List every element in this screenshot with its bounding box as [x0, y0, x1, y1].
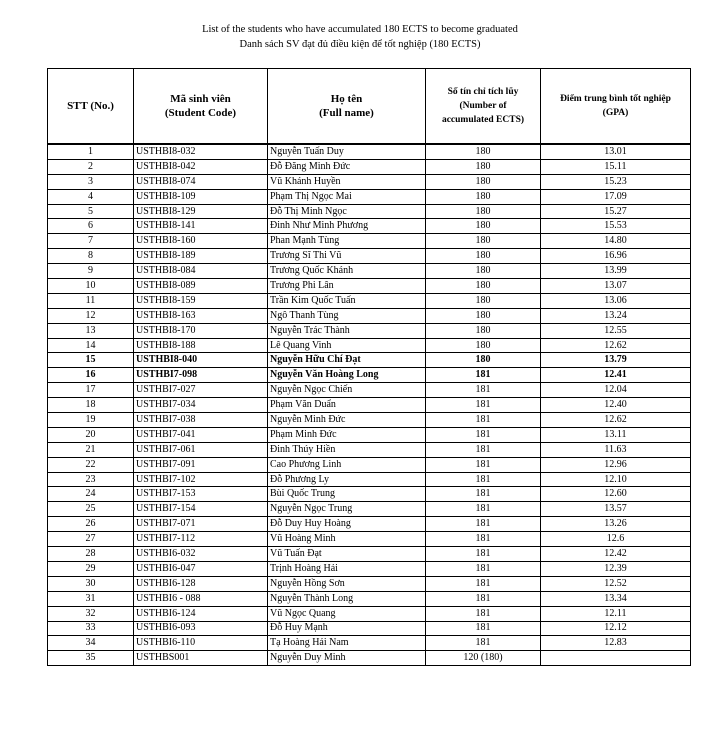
- table-row: [48, 338, 691, 353]
- header-student-code: Mã sinh viên (Student Code): [134, 69, 268, 145]
- cell-ects: 180: [426, 353, 541, 368]
- cell-gpa: 13.57: [541, 502, 691, 517]
- cell-ects: 181: [426, 532, 541, 547]
- cell-ects: 181: [426, 606, 541, 621]
- cell-full-name: Phạm Văn Duẩn: [268, 398, 426, 413]
- header-stt: STT (No.): [48, 69, 134, 145]
- table-row: [48, 413, 691, 428]
- cell-ects: 181: [426, 547, 541, 562]
- cell-stt: 12: [48, 308, 134, 323]
- cell-full-name: Nguyễn Duy Minh: [268, 651, 426, 666]
- table-row: [48, 561, 691, 576]
- cell-ects: 180: [426, 338, 541, 353]
- document-subtitle: Danh sách SV đạt đủ điều kiện để tốt nghiệp (180 ECTS): [239, 39, 481, 50]
- cell-gpa: 12.39: [541, 561, 691, 576]
- cell-stt: 28: [48, 547, 134, 562]
- cell-gpa: 13.26: [541, 517, 691, 532]
- cell-full-name: Đinh Như Minh Phương: [268, 219, 426, 234]
- table-row: [48, 606, 691, 621]
- table-row: [48, 383, 691, 398]
- cell-student-code: USTHBI8-040: [134, 353, 268, 368]
- cell-ects: 181: [426, 413, 541, 428]
- cell-student-code: USTHBI7-098: [134, 368, 268, 383]
- cell-stt: 26: [48, 517, 134, 532]
- cell-stt: 19: [48, 413, 134, 428]
- cell-stt: 3: [48, 174, 134, 189]
- table-row: [48, 323, 691, 338]
- table-row: [48, 636, 691, 651]
- cell-full-name: Trịnh Hoàng Hải: [268, 561, 426, 576]
- cell-student-code: USTHBI6-032: [134, 547, 268, 562]
- cell-full-name: Nguyễn Tuấn Duy: [268, 144, 426, 159]
- table-row: [48, 264, 691, 279]
- cell-student-code: USTHBI8-032: [134, 144, 268, 159]
- cell-stt: 34: [48, 636, 134, 651]
- cell-student-code: USTHBI7-061: [134, 442, 268, 457]
- table-row: [48, 279, 691, 294]
- cell-full-name: Lê Quang Vinh: [268, 338, 426, 353]
- cell-gpa: 12.12: [541, 621, 691, 636]
- cell-ects: 181: [426, 487, 541, 502]
- cell-gpa: 12.52: [541, 576, 691, 591]
- table-row: [48, 234, 691, 249]
- cell-student-code: USTHBI6-047: [134, 561, 268, 576]
- document-title: List of the students who have accumulated 180 ECTS to become graduated: [202, 24, 518, 35]
- cell-full-name: Nguyễn Hữu Chí Đạt: [268, 353, 426, 368]
- cell-full-name: Nguyễn Trác Thành: [268, 323, 426, 338]
- table-row: [48, 368, 691, 383]
- cell-gpa: 12.6: [541, 532, 691, 547]
- cell-stt: 1: [48, 144, 134, 159]
- cell-ects: 180: [426, 293, 541, 308]
- cell-ects: 180: [426, 279, 541, 294]
- cell-full-name: Đỗ Phương Ly: [268, 472, 426, 487]
- cell-ects: 181: [426, 368, 541, 383]
- cell-student-code: USTHBI7-091: [134, 457, 268, 472]
- cell-full-name: Trương Quốc Khánh: [268, 264, 426, 279]
- cell-student-code: USTHBI8-170: [134, 323, 268, 338]
- cell-full-name: Vũ Hoàng Minh: [268, 532, 426, 547]
- table-row: [48, 219, 691, 234]
- cell-gpa: 13.06: [541, 293, 691, 308]
- cell-gpa: 12.04: [541, 383, 691, 398]
- cell-full-name: Vũ Tuấn Đạt: [268, 547, 426, 562]
- cell-stt: 14: [48, 338, 134, 353]
- cell-full-name: Nguyễn Minh Đức: [268, 413, 426, 428]
- cell-ects: 181: [426, 457, 541, 472]
- table-row: [48, 457, 691, 472]
- cell-gpa: 15.11: [541, 159, 691, 174]
- cell-student-code: USTHBI8-074: [134, 174, 268, 189]
- cell-student-code: USTHBI8-141: [134, 219, 268, 234]
- cell-stt: 16: [48, 368, 134, 383]
- cell-gpa: 12.10: [541, 472, 691, 487]
- table-row: [48, 353, 691, 368]
- cell-student-code: USTHBI8-084: [134, 264, 268, 279]
- cell-gpa: 12.60: [541, 487, 691, 502]
- cell-gpa: 13.01: [541, 144, 691, 159]
- cell-full-name: Phạm Minh Đức: [268, 427, 426, 442]
- cell-student-code: USTHBI8-189: [134, 249, 268, 264]
- cell-gpa: 12.55: [541, 323, 691, 338]
- cell-gpa: 12.40: [541, 398, 691, 413]
- cell-ects: 181: [426, 561, 541, 576]
- cell-ects: 181: [426, 502, 541, 517]
- cell-stt: 2: [48, 159, 134, 174]
- cell-student-code: USTHBS001: [134, 651, 268, 666]
- table-row: [48, 174, 691, 189]
- cell-ects: 180: [426, 204, 541, 219]
- cell-stt: 21: [48, 442, 134, 457]
- cell-full-name: Phạm Thị Ngọc Mai: [268, 189, 426, 204]
- cell-stt: 6: [48, 219, 134, 234]
- header-gpa: Điểm trung bình tốt nghiệp (GPA): [541, 69, 691, 145]
- cell-student-code: USTHBI7-153: [134, 487, 268, 502]
- cell-stt: 32: [48, 606, 134, 621]
- cell-stt: 23: [48, 472, 134, 487]
- cell-ects: 180: [426, 174, 541, 189]
- cell-stt: 10: [48, 279, 134, 294]
- table-row: [48, 502, 691, 517]
- cell-ects: 180: [426, 234, 541, 249]
- cell-full-name: Trương Phi Lân: [268, 279, 426, 294]
- cell-ects: 180: [426, 323, 541, 338]
- cell-full-name: Đỗ Huy Mạnh: [268, 621, 426, 636]
- cell-full-name: Nguyễn Ngọc Trung: [268, 502, 426, 517]
- cell-stt: 5: [48, 204, 134, 219]
- table-row: [48, 532, 691, 547]
- cell-full-name: Ngô Thanh Tùng: [268, 308, 426, 323]
- cell-full-name: Phan Mạnh Tùng: [268, 234, 426, 249]
- cell-full-name: Nguyễn Thành Long: [268, 591, 426, 606]
- cell-ects: 180: [426, 219, 541, 234]
- table-row: [48, 472, 691, 487]
- cell-ects: 120 (180): [426, 651, 541, 666]
- cell-stt: 27: [48, 532, 134, 547]
- cell-full-name: Nguyễn Văn Hoàng Long: [268, 368, 426, 383]
- cell-student-code: USTHBI8-089: [134, 279, 268, 294]
- cell-gpa: 12.11: [541, 606, 691, 621]
- cell-ects: 180: [426, 159, 541, 174]
- cell-student-code: USTHBI7-034: [134, 398, 268, 413]
- cell-ects: 181: [426, 621, 541, 636]
- cell-gpa: 13.79: [541, 353, 691, 368]
- cell-ects: 181: [426, 636, 541, 651]
- cell-full-name: Vũ Ngọc Quang: [268, 606, 426, 621]
- table-row: [48, 651, 691, 666]
- table-row: [48, 293, 691, 308]
- cell-full-name: Cao Phương Linh: [268, 457, 426, 472]
- cell-student-code: USTHBI8-159: [134, 293, 268, 308]
- cell-gpa: 13.24: [541, 308, 691, 323]
- cell-stt: 22: [48, 457, 134, 472]
- cell-ects: 181: [426, 472, 541, 487]
- cell-stt: 25: [48, 502, 134, 517]
- cell-gpa: 14.80: [541, 234, 691, 249]
- cell-stt: 24: [48, 487, 134, 502]
- cell-stt: 8: [48, 249, 134, 264]
- table-row: [48, 487, 691, 502]
- table-row: [48, 442, 691, 457]
- table-row: [48, 189, 691, 204]
- table-row: [48, 517, 691, 532]
- cell-stt: 13: [48, 323, 134, 338]
- cell-student-code: USTHBI8-160: [134, 234, 268, 249]
- cell-full-name: Vũ Khánh Huyền: [268, 174, 426, 189]
- table-row: [48, 249, 691, 264]
- cell-gpa: 15.53: [541, 219, 691, 234]
- table-row: [48, 621, 691, 636]
- cell-student-code: USTHBI7-041: [134, 427, 268, 442]
- cell-ects: 181: [426, 591, 541, 606]
- cell-full-name: Bùi Quốc Trung: [268, 487, 426, 502]
- cell-stt: 29: [48, 561, 134, 576]
- cell-gpa: 13.07: [541, 279, 691, 294]
- cell-stt: 18: [48, 398, 134, 413]
- cell-student-code: USTHBI7-038: [134, 413, 268, 428]
- cell-gpa: 11.63: [541, 442, 691, 457]
- cell-student-code: USTHBI6 - 088: [134, 591, 268, 606]
- cell-stt: 4: [48, 189, 134, 204]
- cell-full-name: Nguyễn Hồng Sơn: [268, 576, 426, 591]
- cell-ects: 180: [426, 264, 541, 279]
- cell-ects: 180: [426, 144, 541, 159]
- cell-stt: 35: [48, 651, 134, 666]
- cell-full-name: Trương Sĩ Thi Vũ: [268, 249, 426, 264]
- cell-student-code: USTHBI8-163: [134, 308, 268, 323]
- cell-full-name: Đinh Thúy Hiền: [268, 442, 426, 457]
- header-ects: Số tín chỉ tích lũy (Number of accumulated ECTS): [426, 69, 541, 145]
- cell-student-code: USTHBI7-027: [134, 383, 268, 398]
- cell-gpa: 12.42: [541, 547, 691, 562]
- cell-gpa: 13.99: [541, 264, 691, 279]
- cell-stt: 33: [48, 621, 134, 636]
- table-header-row: [48, 69, 691, 145]
- cell-gpa: 12.83: [541, 636, 691, 651]
- cell-full-name: Trần Kim Quốc Tuấn: [268, 293, 426, 308]
- table-row: [48, 576, 691, 591]
- cell-gpa: 12.62: [541, 413, 691, 428]
- cell-gpa: 13.11: [541, 427, 691, 442]
- cell-student-code: USTHBI7-112: [134, 532, 268, 547]
- cell-gpa: [541, 651, 691, 666]
- cell-gpa: 12.96: [541, 457, 691, 472]
- cell-stt: 9: [48, 264, 134, 279]
- table-row: [48, 547, 691, 562]
- cell-full-name: Đỗ Duy Huy Hoàng: [268, 517, 426, 532]
- cell-full-name: Đỗ Thị Minh Ngọc: [268, 204, 426, 219]
- cell-gpa: 12.62: [541, 338, 691, 353]
- cell-gpa: 12.41: [541, 368, 691, 383]
- cell-ects: 180: [426, 308, 541, 323]
- cell-student-code: USTHBI7-102: [134, 472, 268, 487]
- cell-gpa: 15.27: [541, 204, 691, 219]
- cell-stt: 20: [48, 427, 134, 442]
- cell-gpa: 17.09: [541, 189, 691, 204]
- table-row: [48, 204, 691, 219]
- cell-ects: 181: [426, 398, 541, 413]
- cell-full-name: Tạ Hoàng Hải Nam: [268, 636, 426, 651]
- cell-student-code: USTHBI8-129: [134, 204, 268, 219]
- cell-student-code: USTHBI8-188: [134, 338, 268, 353]
- cell-ects: 181: [426, 427, 541, 442]
- table-row: [48, 159, 691, 174]
- cell-ects: 180: [426, 249, 541, 264]
- cell-ects: 180: [426, 189, 541, 204]
- cell-full-name: Nguyễn Ngọc Chiến: [268, 383, 426, 398]
- cell-ects: 181: [426, 517, 541, 532]
- cell-stt: 15: [48, 353, 134, 368]
- cell-student-code: USTHBI6-093: [134, 621, 268, 636]
- cell-stt: 17: [48, 383, 134, 398]
- table-row: [48, 144, 691, 159]
- cell-student-code: USTHBI8-042: [134, 159, 268, 174]
- cell-stt: 30: [48, 576, 134, 591]
- cell-full-name: Đỗ Đăng Minh Đức: [268, 159, 426, 174]
- header-full-name: Họ tên (Full name): [268, 69, 426, 145]
- cell-gpa: 16.96: [541, 249, 691, 264]
- cell-student-code: USTHBI7-071: [134, 517, 268, 532]
- cell-stt: 11: [48, 293, 134, 308]
- cell-student-code: USTHBI8-109: [134, 189, 268, 204]
- cell-student-code: USTHBI6-110: [134, 636, 268, 651]
- cell-ects: 181: [426, 383, 541, 398]
- cell-ects: 181: [426, 442, 541, 457]
- table-row: [48, 308, 691, 323]
- cell-student-code: USTHBI7-154: [134, 502, 268, 517]
- cell-ects: 181: [426, 576, 541, 591]
- cell-gpa: 13.34: [541, 591, 691, 606]
- table-row: [48, 398, 691, 413]
- table-row: [48, 591, 691, 606]
- cell-stt: 7: [48, 234, 134, 249]
- table-row: [48, 427, 691, 442]
- cell-gpa: 15.23: [541, 174, 691, 189]
- cell-student-code: USTHBI6-124: [134, 606, 268, 621]
- cell-stt: 31: [48, 591, 134, 606]
- cell-student-code: USTHBI6-128: [134, 576, 268, 591]
- graduates-table: [47, 68, 691, 666]
